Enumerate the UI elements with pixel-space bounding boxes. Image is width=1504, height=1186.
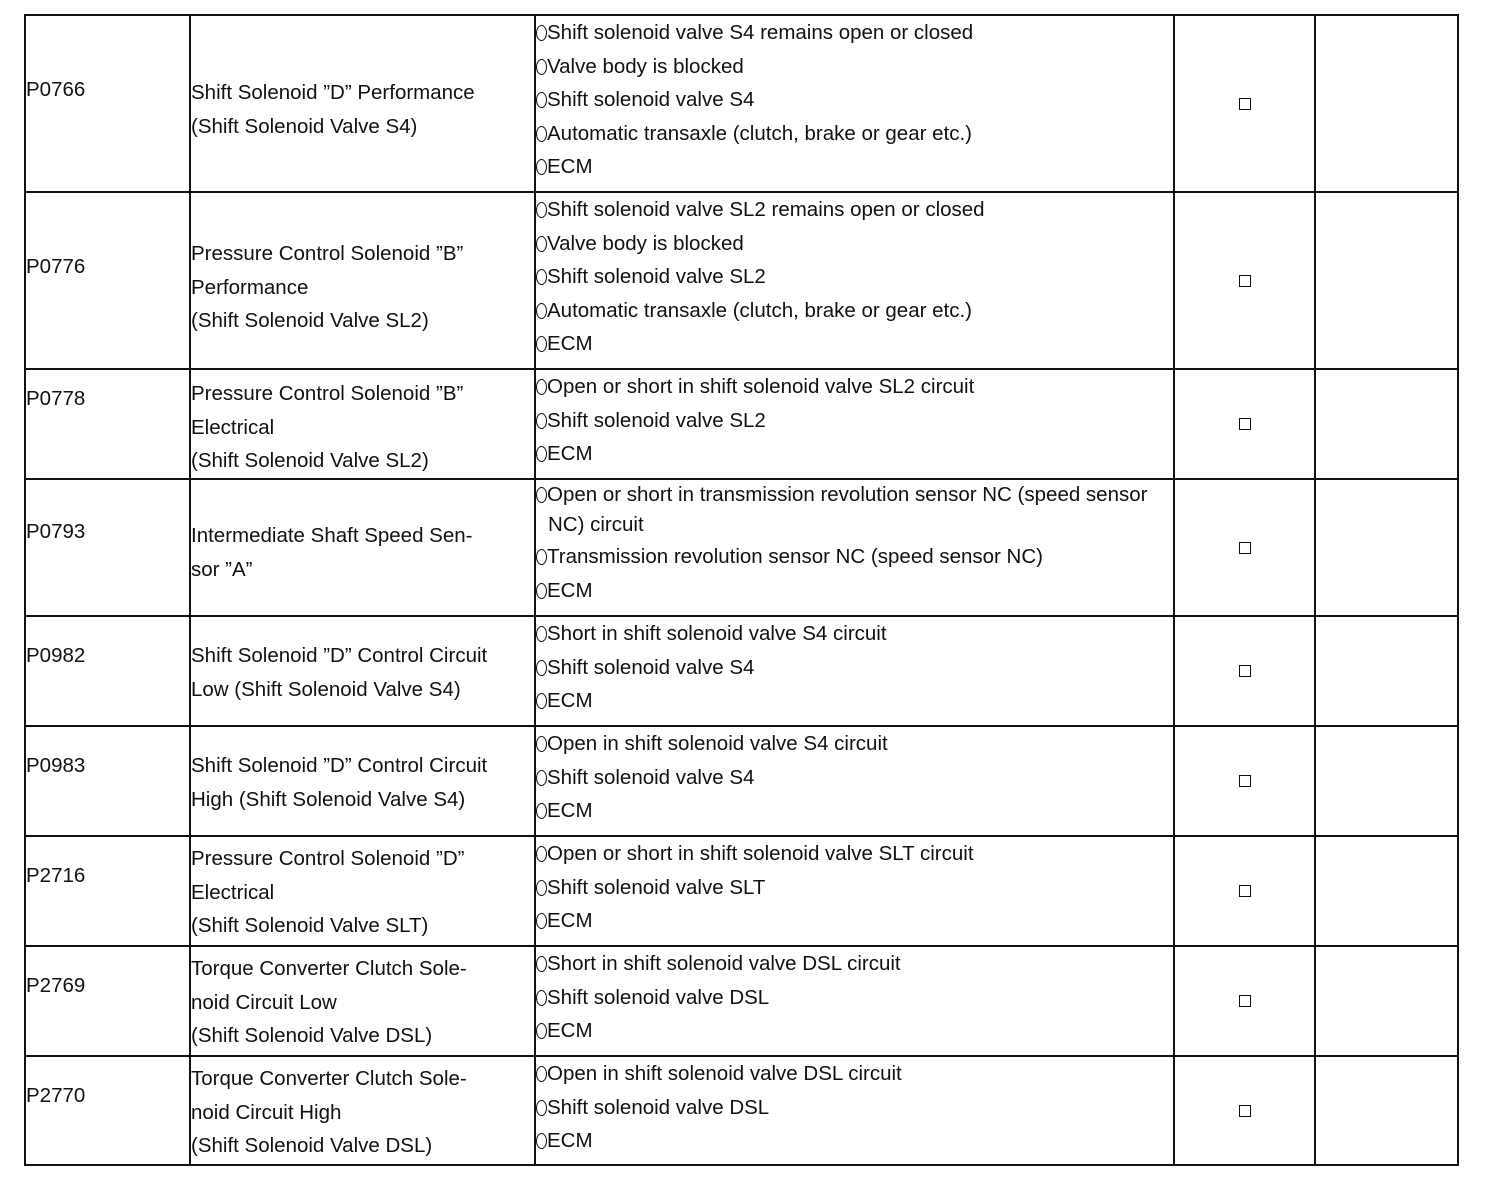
trouble-area-item xyxy=(536,947,1173,981)
circle-bullet-icon xyxy=(536,59,547,75)
checkbox-cell xyxy=(1174,1056,1315,1165)
dtc-table xyxy=(24,14,1459,1166)
circle-bullet-icon xyxy=(536,660,547,676)
detection-item-line: (Shift Solenoid Valve DSL) xyxy=(191,1134,433,1157)
trouble-area-item xyxy=(536,540,1173,574)
checkbox-cell xyxy=(1174,726,1315,836)
dtc-table-body xyxy=(25,15,1458,1165)
detection-item-line: Pressure Control Solenoid ”B” xyxy=(191,242,464,265)
trouble-area-item xyxy=(536,1091,1173,1125)
trouble-area-item xyxy=(536,684,1173,718)
detection-item-line: Torque Converter Clutch Sole- xyxy=(191,1067,467,1090)
checkbox-icon[interactable] xyxy=(1239,885,1251,897)
trouble-area-text: Open in shift solenoid valve S4 circuit xyxy=(547,732,888,755)
blank-cell xyxy=(1315,726,1458,836)
blank-cell xyxy=(1315,192,1458,369)
table-row xyxy=(25,726,1458,836)
blank-cell xyxy=(1315,836,1458,946)
circle-bullet-icon xyxy=(536,236,547,252)
trouble-area-item xyxy=(536,370,1173,404)
circle-bullet-icon xyxy=(536,1133,547,1149)
checkbox-cell xyxy=(1174,616,1315,726)
circle-bullet-icon xyxy=(536,549,547,565)
trouble-area-item xyxy=(536,480,1173,540)
checkbox-icon[interactable] xyxy=(1239,665,1251,677)
trouble-area-item xyxy=(536,227,1173,261)
trouble-area-item xyxy=(536,794,1173,828)
table-row xyxy=(25,479,1458,616)
checkbox-cell xyxy=(1174,836,1315,946)
detection-item-line: Electrical xyxy=(191,415,275,439)
detection-item xyxy=(190,369,535,479)
trouble-area-item xyxy=(536,437,1173,471)
trouble-area-item xyxy=(536,1057,1173,1091)
dtc-code: P0793 xyxy=(25,479,190,616)
trouble-area-text: Automatic transaxle (clutch, brake or gear etc.) xyxy=(547,298,972,322)
circle-bullet-icon xyxy=(536,202,547,218)
dtc-code: P2769 xyxy=(25,946,190,1056)
blank-cell xyxy=(1315,479,1458,616)
trouble-area-text: Shift solenoid valve S4 xyxy=(547,655,755,679)
checkbox-cell xyxy=(1174,15,1315,192)
detection-item xyxy=(190,479,535,616)
circle-bullet-icon xyxy=(536,126,547,142)
circle-bullet-icon xyxy=(536,693,547,709)
trouble-area-text: ECM xyxy=(547,799,593,822)
trouble-area-item xyxy=(536,16,1173,50)
dtc-code: P0776 xyxy=(25,192,190,369)
circle-bullet-icon xyxy=(536,880,547,896)
table-row xyxy=(25,616,1458,726)
trouble-area xyxy=(535,1056,1174,1165)
checkbox-cell xyxy=(1174,369,1315,479)
circle-bullet-icon xyxy=(536,583,547,599)
checkbox-cell xyxy=(1174,192,1315,369)
dtc-code: P2716 xyxy=(25,836,190,946)
detection-item-line: Low (Shift Solenoid Valve S4) xyxy=(191,677,461,701)
checkbox-cell xyxy=(1174,479,1315,616)
detection-item-line: (Shift Solenoid Valve DSL) xyxy=(191,1024,433,1047)
trouble-area-text: Open or short in shift solenoid valve SLT circuit xyxy=(547,842,974,865)
trouble-area-text: Short in shift solenoid valve S4 circuit xyxy=(547,622,887,645)
circle-bullet-icon xyxy=(536,626,547,642)
trouble-area-item xyxy=(536,761,1173,795)
trouble-area-item xyxy=(536,1124,1173,1158)
detection-item-line: (Shift Solenoid Valve SL2) xyxy=(191,309,429,332)
blank-cell xyxy=(1315,946,1458,1056)
table-row xyxy=(25,946,1458,1056)
detection-item-line: (Shift Solenoid Valve SL2) xyxy=(191,449,429,472)
detection-item-line: Shift Solenoid ”D” Control Circuit xyxy=(191,644,488,667)
trouble-area-text: ECM xyxy=(547,155,593,178)
checkbox-icon[interactable] xyxy=(1239,775,1251,787)
circle-bullet-icon xyxy=(536,846,547,862)
circle-bullet-icon xyxy=(536,770,547,786)
trouble-area-item xyxy=(536,727,1173,761)
detection-item xyxy=(190,836,535,946)
trouble-area-item xyxy=(536,193,1173,227)
circle-bullet-icon xyxy=(536,736,547,752)
trouble-area-item xyxy=(536,981,1173,1015)
trouble-area xyxy=(535,192,1174,369)
circle-bullet-icon xyxy=(536,487,547,503)
trouble-area-text: Open or short in transmission revolution sensor NC (speed sensor NC) circuit xyxy=(547,483,1148,536)
table-row xyxy=(25,192,1458,369)
circle-bullet-icon xyxy=(536,446,547,462)
detection-item-line: sor ”A” xyxy=(191,557,253,581)
checkbox-icon[interactable] xyxy=(1239,1105,1251,1117)
circle-bullet-icon xyxy=(536,269,547,285)
circle-bullet-icon xyxy=(536,913,547,929)
trouble-area-item xyxy=(536,294,1173,328)
trouble-area-text: Shift solenoid valve S4 remains open or closed xyxy=(547,21,974,44)
detection-item-line: Shift Solenoid ”D” Performance xyxy=(191,81,475,104)
detection-item-line: (Shift Solenoid Valve S4) xyxy=(191,114,418,138)
checkbox-icon[interactable] xyxy=(1239,275,1251,287)
trouble-area-text: Open or short in shift solenoid valve SL2 circuit xyxy=(547,375,975,398)
circle-bullet-icon xyxy=(536,336,547,352)
trouble-area-item xyxy=(536,404,1173,438)
table-row xyxy=(25,836,1458,946)
trouble-area-text: Shift solenoid valve SL2 xyxy=(547,408,766,432)
trouble-area-text: ECM xyxy=(547,578,593,602)
trouble-area-text: Shift solenoid valve SL2 xyxy=(547,265,766,288)
trouble-area-item xyxy=(536,574,1173,608)
trouble-area-text: ECM xyxy=(547,909,593,932)
trouble-area-item xyxy=(536,837,1173,871)
detection-item xyxy=(190,1056,535,1165)
dtc-code: P0766 xyxy=(25,15,190,192)
detection-item-line: Pressure Control Solenoid ”D” xyxy=(191,847,465,870)
trouble-area-item xyxy=(536,1014,1173,1048)
dtc-code: P0983 xyxy=(25,726,190,836)
detection-item xyxy=(190,616,535,726)
detection-item-line: Electrical xyxy=(191,880,275,904)
trouble-area-text: ECM xyxy=(547,689,593,712)
detection-item-line: Pressure Control Solenoid ”B” xyxy=(191,382,464,405)
trouble-area xyxy=(535,946,1174,1056)
detection-item-line: Performance xyxy=(191,275,309,299)
dtc-code: P0982 xyxy=(25,616,190,726)
circle-bullet-icon xyxy=(536,990,547,1006)
blank-cell xyxy=(1315,616,1458,726)
checkbox-icon[interactable] xyxy=(1239,98,1251,110)
checkbox-icon[interactable] xyxy=(1239,542,1251,554)
trouble-area xyxy=(535,836,1174,946)
blank-cell xyxy=(1315,15,1458,192)
circle-bullet-icon xyxy=(536,1066,547,1082)
trouble-area xyxy=(535,15,1174,192)
trouble-area-item xyxy=(536,904,1173,938)
detection-item-line: High (Shift Solenoid Valve S4) xyxy=(191,787,466,811)
circle-bullet-icon xyxy=(536,159,547,175)
trouble-area-item xyxy=(536,617,1173,651)
trouble-area-text: ECM xyxy=(547,442,593,465)
circle-bullet-icon xyxy=(536,379,547,395)
checkbox-icon[interactable] xyxy=(1239,418,1251,430)
detection-item-line: Intermediate Shaft Speed Sen- xyxy=(191,524,473,547)
circle-bullet-icon xyxy=(536,303,547,319)
trouble-area-item xyxy=(536,327,1173,361)
detection-item-line: noid Circuit High xyxy=(191,1100,342,1124)
trouble-area-text: ECM xyxy=(547,1129,593,1152)
circle-bullet-icon xyxy=(536,25,547,41)
trouble-area-text: Shift solenoid valve DSL xyxy=(547,985,770,1009)
trouble-area-item xyxy=(536,260,1173,294)
detection-item xyxy=(190,192,535,369)
circle-bullet-icon xyxy=(536,803,547,819)
trouble-area-text: Automatic transaxle (clutch, brake or gear etc.) xyxy=(547,121,972,145)
trouble-area-text: Shift solenoid valve S4 xyxy=(547,88,755,111)
circle-bullet-icon xyxy=(536,413,547,429)
trouble-area xyxy=(535,369,1174,479)
detection-item-line: (Shift Solenoid Valve SLT) xyxy=(191,914,429,937)
checkbox-cell xyxy=(1174,946,1315,1056)
detection-item xyxy=(190,946,535,1056)
trouble-area-item xyxy=(536,871,1173,905)
trouble-area-item xyxy=(536,117,1173,151)
dtc-code: P0778 xyxy=(25,369,190,479)
trouble-area-text: ECM xyxy=(547,1019,593,1042)
table-row xyxy=(25,1056,1458,1165)
blank-cell xyxy=(1315,369,1458,479)
trouble-area-text: Shift solenoid valve SLT xyxy=(547,875,766,899)
trouble-area-text: Shift solenoid valve SL2 remains open or closed xyxy=(547,198,985,221)
trouble-area xyxy=(535,616,1174,726)
trouble-area-text: Valve body is blocked xyxy=(547,54,744,78)
trouble-area-item xyxy=(536,50,1173,84)
blank-cell xyxy=(1315,1056,1458,1165)
trouble-area-item xyxy=(536,83,1173,117)
detection-item xyxy=(190,726,535,836)
circle-bullet-icon xyxy=(536,956,547,972)
detection-item xyxy=(190,15,535,192)
detection-item-line: Shift Solenoid ”D” Control Circuit xyxy=(191,754,488,777)
checkbox-icon[interactable] xyxy=(1239,995,1251,1007)
trouble-area-text: Open in shift solenoid valve DSL circuit xyxy=(547,1062,902,1085)
trouble-area-text: Short in shift solenoid valve DSL circuit xyxy=(547,952,901,975)
trouble-area-text: ECM xyxy=(547,332,593,355)
table-row xyxy=(25,369,1458,479)
trouble-area xyxy=(535,479,1174,616)
table-row xyxy=(25,15,1458,192)
trouble-area-item xyxy=(536,150,1173,184)
circle-bullet-icon xyxy=(536,1100,547,1116)
circle-bullet-icon xyxy=(536,92,547,108)
dtc-code: P2770 xyxy=(25,1056,190,1165)
trouble-area-text: Valve body is blocked xyxy=(547,231,744,255)
detection-item-line: Torque Converter Clutch Sole- xyxy=(191,957,467,980)
trouble-area-text: Shift solenoid valve S4 xyxy=(547,765,755,789)
trouble-area-item xyxy=(536,651,1173,685)
trouble-area-text: Transmission revolution sensor NC (speed sensor NC) xyxy=(547,545,1043,568)
circle-bullet-icon xyxy=(536,1023,547,1039)
detection-item-line: noid Circuit Low xyxy=(191,990,337,1014)
trouble-area-text: Shift solenoid valve DSL xyxy=(547,1095,770,1119)
trouble-area xyxy=(535,726,1174,836)
